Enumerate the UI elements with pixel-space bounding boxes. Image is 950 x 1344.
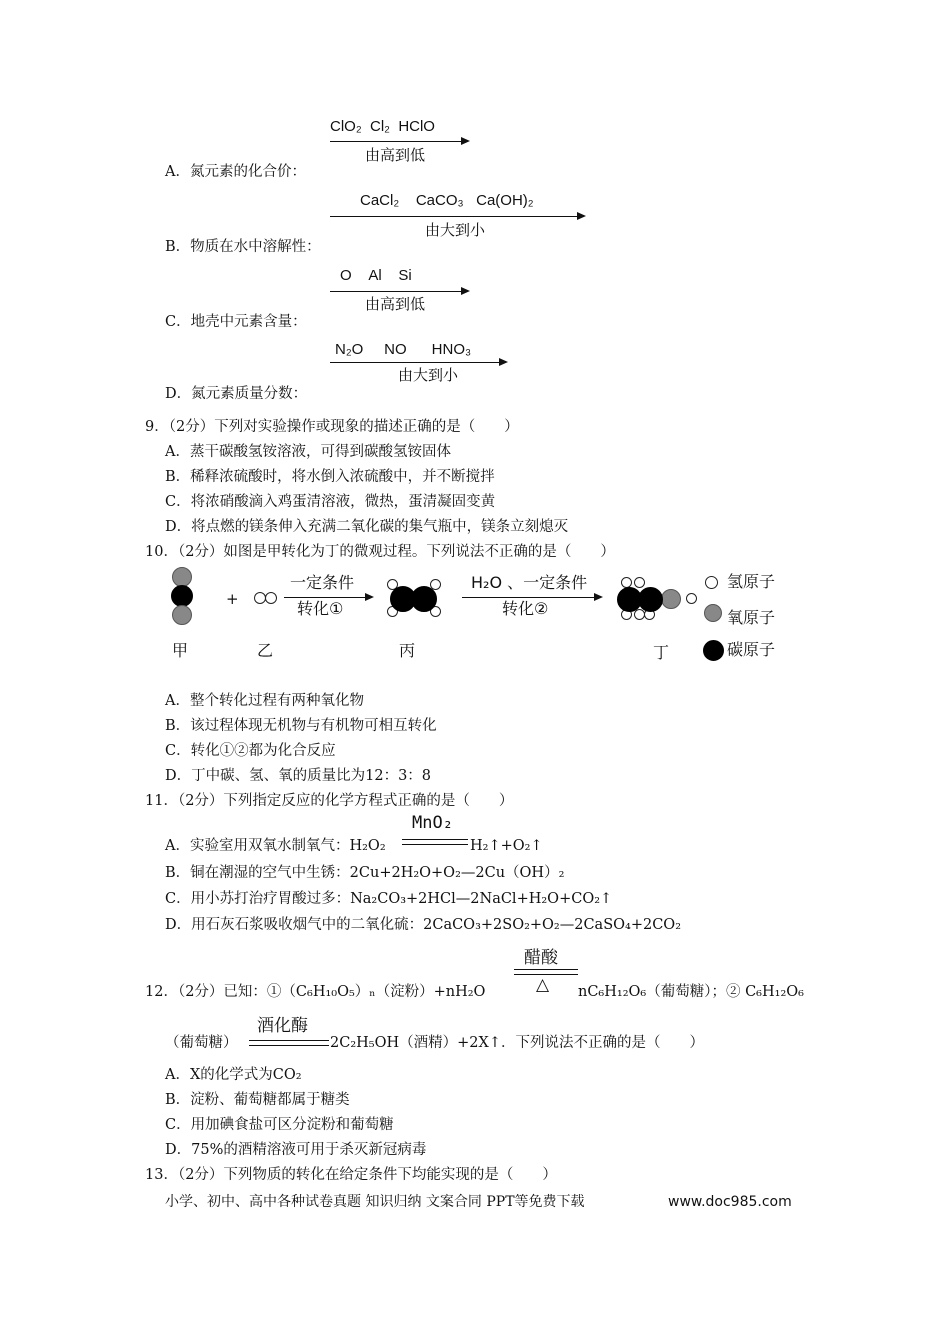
- yi-hydrogen-2: [265, 592, 277, 604]
- label-jia: 甲: [172, 641, 189, 660]
- q8-d-label: D．氮元素质量分数：: [165, 386, 308, 402]
- q11-option-d: D．用石灰石浆吸收烟气中的二氧化硫：2CaCO₃+2SO₂+O₂—2CaSO₄+2CO₂: [165, 917, 682, 933]
- q11-stem: 11．（2分）下列指定反应的化学方程式正确的是（ ）: [145, 793, 514, 809]
- q11-option-a-suffix: H₂↑+O₂↑: [470, 838, 543, 854]
- legend-hydrogen-icon: [705, 576, 718, 589]
- q8-a-arrow: [330, 141, 462, 142]
- q8-a-label: A．氮元素的化合价：: [165, 164, 306, 180]
- bing-carbon-2: [411, 586, 437, 612]
- arrow1: [284, 597, 366, 598]
- q11-a-equals-sign: [402, 839, 468, 845]
- q8-c-arrow: [330, 291, 462, 292]
- q8-d-series: N₂O NO HNO₃: [335, 341, 472, 358]
- q9-option-d: D．将点燃的镁条伸入充满二氧化碳的集气瓶中，镁条立刻熄灭: [165, 519, 569, 535]
- q12-stem-line1-suffix: nC₆H₁₂O₆（葡萄糖）；② C₆H₁₂O₆: [578, 984, 804, 1000]
- ding-hydrogen-6: [686, 593, 697, 604]
- q11-option-c: C．用小苏打治疗胃酸过多：Na₂CO₃+2HCl—2NaCl+H₂O+CO₂↑: [165, 891, 613, 907]
- q12-stem-line2-suffix: 2C₂H₅OH（酒精）+2X↑．下列说法不正确的是（ ）: [330, 1035, 704, 1051]
- q8-c-series: O Al Si: [340, 267, 412, 284]
- q11-a-catalyst: MnO₂: [412, 813, 453, 833]
- label-ding: 丁: [653, 643, 670, 662]
- q11-option-a-prefix: A．实验室用双氧水制氧气：H₂O₂: [165, 838, 386, 854]
- jia-oxygen-top: [172, 567, 192, 587]
- q8-b-series: CaCl₂ CaCO₃ Ca(OH)₂: [360, 192, 534, 209]
- q10-option-c: C．转化①②都为化合反应: [165, 743, 336, 759]
- q9-option-a: A．蒸干碳酸氢铵溶液，可得到碳酸氢铵固体: [165, 444, 451, 460]
- q12-option-d: D．75%的酒精溶液可用于杀灭新冠病毒: [165, 1142, 427, 1158]
- arrow2-condition-top: H₂O 、一定条件: [471, 573, 588, 592]
- q8-b-arrow: [330, 216, 578, 217]
- q10-option-d: D．丁中碳、氢、氧的质量比为12：3：8: [165, 768, 432, 784]
- footer-site: www.doc985.com: [668, 1194, 792, 1210]
- q9-option-c: C．将浓硝酸滴入鸡蛋清溶液，微热，蛋清凝固变黄: [165, 494, 496, 510]
- q8-b-label: B．物质在水中溶解性：: [165, 239, 321, 255]
- q12-option-b: B．淀粉、葡萄糖都属于糖类: [165, 1092, 350, 1108]
- footer-text: 小学、初中、高中各种试卷真题 知识归纳 文案合同 PPT等免费下载: [165, 1194, 585, 1210]
- label-yi: 乙: [257, 641, 274, 660]
- q8-d-arrow: [330, 362, 500, 363]
- q10-option-a: A．整个转化过程有两种氧化物: [165, 693, 364, 709]
- q8-c-order: 由高到低: [365, 296, 426, 313]
- q13-stem: 13．（2分）下列物质的转化在给定条件下均能实现的是（ ）: [145, 1167, 557, 1183]
- plus-sign: +: [226, 590, 239, 608]
- q12-option-a: A．X的化学式为CO₂: [165, 1067, 302, 1083]
- arrow2-condition-bottom: 转化②: [502, 599, 549, 618]
- arrow2: [462, 597, 595, 598]
- q9-option-b: B．稀释浓硫酸时，将水倒入浓硫酸中，并不断搅拌: [165, 469, 495, 485]
- legend-carbon-label: 碳原子: [727, 640, 776, 659]
- label-bing: 丙: [399, 641, 416, 660]
- ding-hydrogen-2: [634, 577, 645, 588]
- q9-stem: 9．（2分）下列对实验操作或现象的描述正确的是（ ）: [145, 419, 519, 435]
- ding-carbon-2: [638, 587, 663, 612]
- q12-stem-line1-prefix: 12．（2分）已知：①（C₆H₁₀O₅）ₙ（淀粉）+nH₂O: [145, 984, 486, 1000]
- legend-oxygen-icon: [704, 604, 722, 622]
- q8-d-order: 由大到小: [398, 367, 459, 384]
- q12-stem-line2-prefix: （葡萄糖）: [165, 1035, 238, 1051]
- jia-oxygen-bottom: [172, 605, 192, 625]
- q8-b-order: 由大到小: [425, 222, 486, 239]
- q11-option-b: B．铜在潮湿的空气中生锈：2Cu+2H₂O+O₂—2Cu（OH）₂: [165, 865, 565, 881]
- ding-oxygen: [661, 589, 681, 609]
- legend-carbon-icon: [703, 640, 724, 661]
- q8-a-series: ClO₂ Cl₂ HClO: [330, 118, 435, 135]
- q8-a-order: 由高到低: [365, 147, 426, 164]
- q12-option-c: C．用加碘食盐可区分淀粉和葡萄糖: [165, 1117, 394, 1133]
- q10-stem: 10．（2分）如图是甲转化为丁的微观过程。下列说法不正确的是（ ）: [145, 544, 615, 560]
- legend-oxygen-label: 氧原子: [727, 608, 776, 627]
- q10-option-b: B．该过程体现无机物与有机物可相互转化: [165, 718, 437, 734]
- q12-condition2-top: 酒化酶: [257, 1016, 308, 1036]
- q8-c-label: C．地壳中元素含量：: [165, 314, 307, 330]
- q12-condition1-top: 醋酸: [524, 948, 558, 968]
- arrow1-condition-top: 一定条件: [290, 573, 355, 592]
- legend-hydrogen-label: 氢原子: [727, 572, 776, 591]
- q12-condition1-heat: △: [536, 975, 550, 995]
- jia-carbon: [171, 585, 193, 607]
- q12-equals-sign-2: [249, 1040, 329, 1046]
- arrow1-condition-bottom: 转化①: [297, 599, 344, 618]
